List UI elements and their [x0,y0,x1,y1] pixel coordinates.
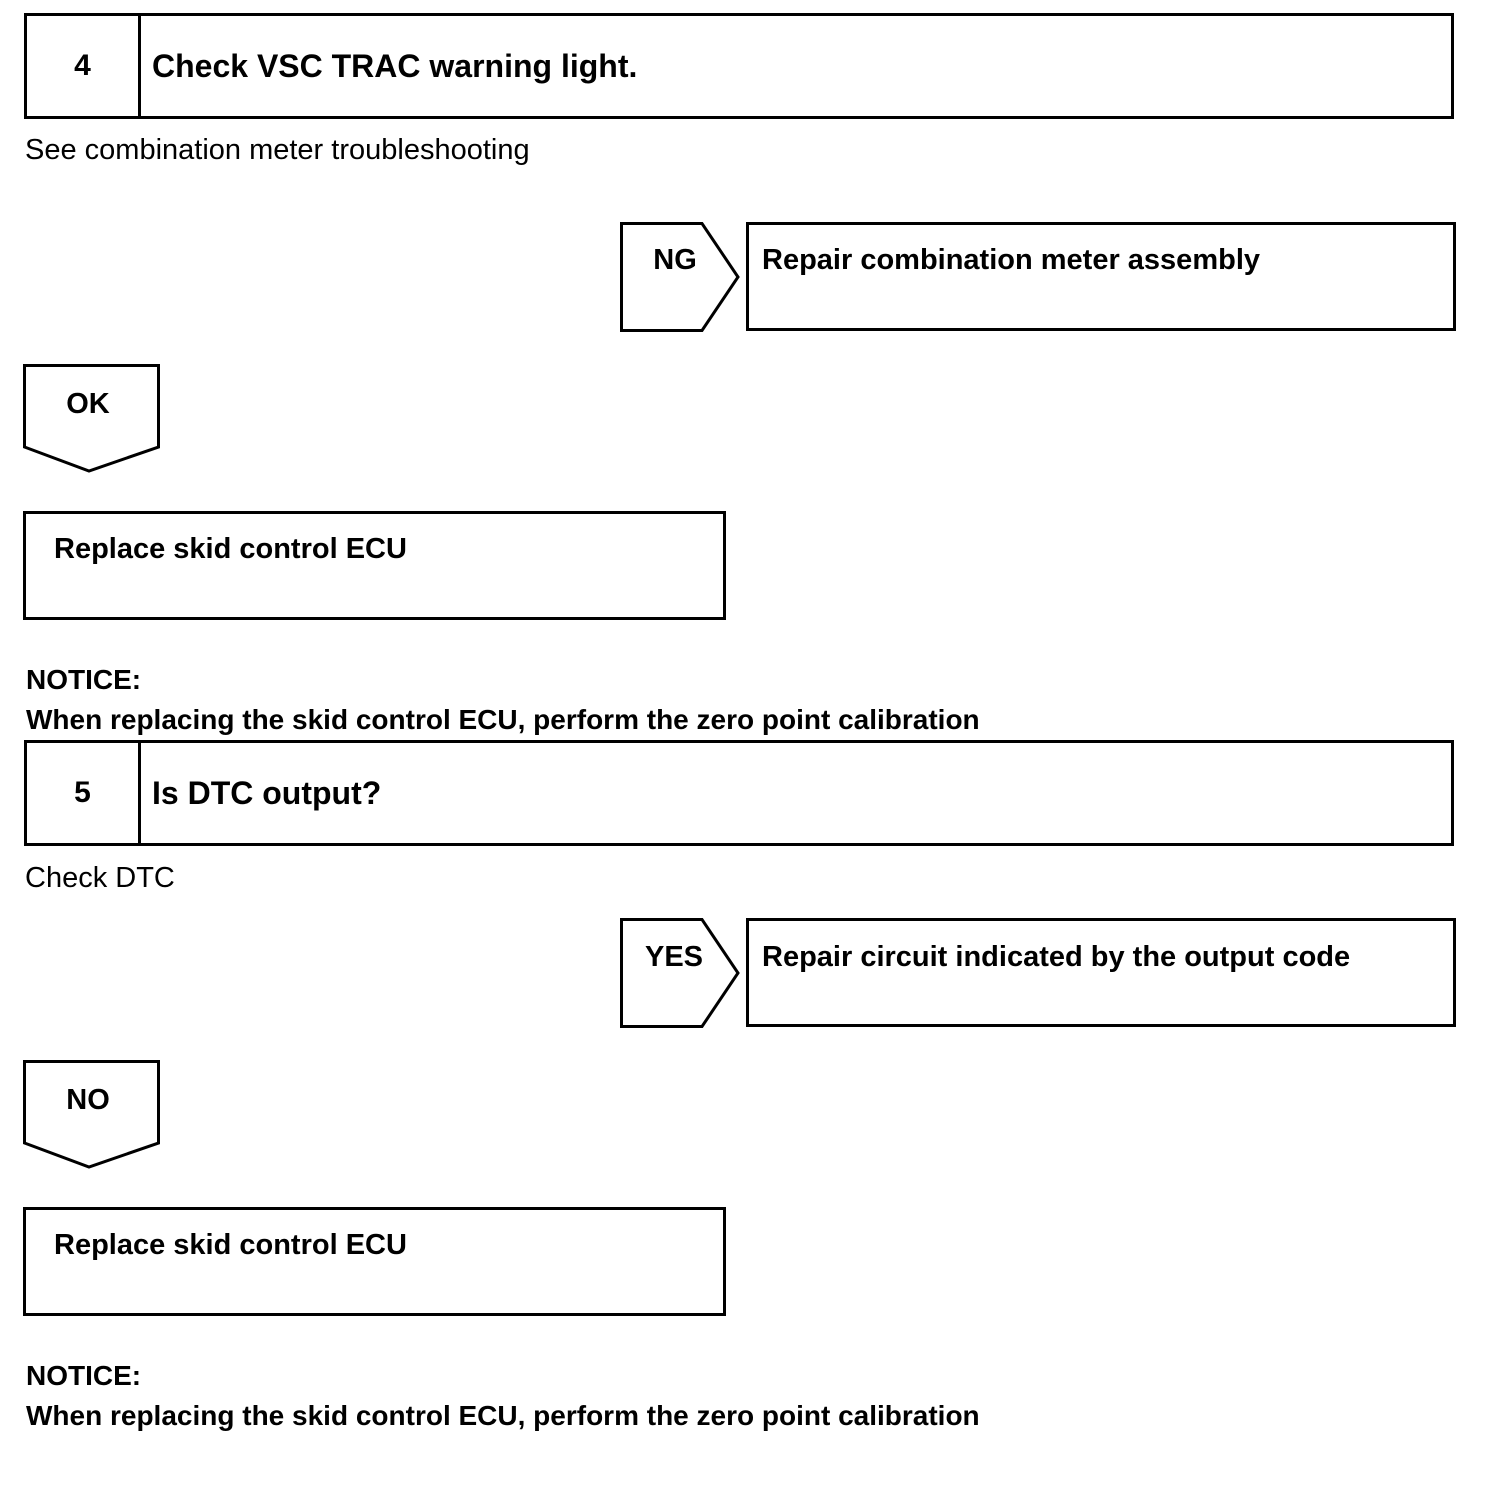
step-4-number: 4 [27,16,141,116]
step-5-number: 5 [27,743,141,843]
step-5-notice-text: When replacing the skid control ECU, perform the zero point calibration [26,1400,980,1431]
ok-action-text: Replace skid control ECU [54,533,407,565]
step-5-instruction: Check DTC [25,862,175,894]
ng-branch-arrow [620,222,742,332]
step-4-title: Check VSC TRAC warning light. [152,47,638,84]
ng-action-text: Repair combination meter assembly [762,244,1260,276]
no-branch-label: NO [66,1084,110,1116]
step-5-header [24,740,1454,846]
ok-branch-label: OK [66,388,110,420]
no-action-text: Replace skid control ECU [54,1229,407,1261]
step-5-title: Is DTC output? [152,774,382,811]
ng-branch-label: NG [653,244,697,276]
step-4-notice-heading: NOTICE: [26,664,142,695]
step-4-header [24,13,1454,119]
step-4-notice-text: When replacing the skid control ECU, perform the zero point calibration [26,704,980,735]
yes-action-text: Repair circuit indicated by the output code [762,941,1351,973]
step-5-notice-heading: NOTICE: [26,1360,142,1391]
step-4-instruction: See combination meter troubleshooting [25,134,530,166]
yes-branch-label: YES [644,941,704,973]
